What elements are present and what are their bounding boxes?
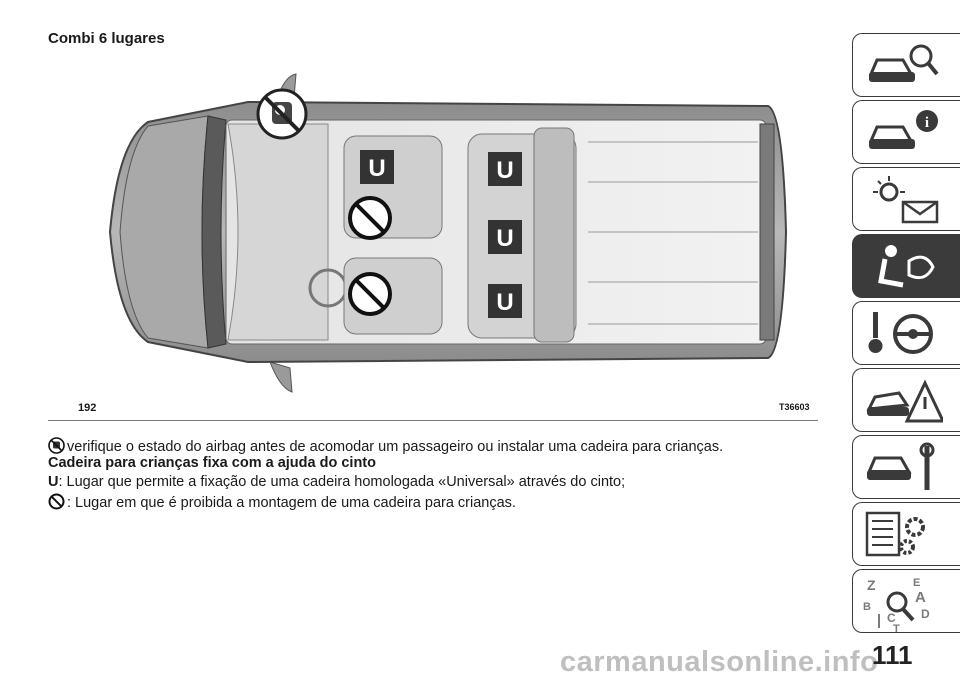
svg-text:U: U bbox=[496, 225, 514, 252]
svg-text:E: E bbox=[913, 577, 921, 589]
tab-index[interactable] bbox=[852, 569, 960, 633]
figure-number: 192 bbox=[78, 402, 97, 414]
airbag-warning-badge bbox=[258, 90, 306, 138]
car-breakdown-triangle-icon bbox=[863, 375, 943, 427]
svg-text:U: U bbox=[496, 289, 514, 316]
tab-starting-driving[interactable] bbox=[852, 301, 960, 365]
svg-text:U: U bbox=[496, 157, 514, 184]
index-search-icon bbox=[863, 576, 943, 632]
tab-maintenance[interactable] bbox=[852, 435, 960, 499]
vehicle-top-view-figure bbox=[48, 62, 818, 424]
warning-light-mail-icon bbox=[863, 174, 943, 226]
svg-text:A: A bbox=[915, 589, 926, 606]
tab-car-info[interactable] bbox=[852, 100, 960, 164]
svg-text:T: T bbox=[893, 623, 900, 632]
page-number: 111 bbox=[872, 640, 913, 670]
key-steering-wheel-icon bbox=[863, 308, 943, 360]
tab-safety[interactable] bbox=[852, 234, 960, 298]
tab-technical-data[interactable] bbox=[852, 502, 960, 566]
tab-warning-lights[interactable] bbox=[852, 167, 960, 231]
svg-text:Z: Z bbox=[867, 577, 876, 593]
airbag-warning-icon bbox=[48, 437, 65, 454]
svg-text:C: C bbox=[887, 611, 896, 625]
watermark: carmanualsonline.info bbox=[560, 646, 879, 678]
car-info-icon bbox=[863, 107, 943, 159]
airbag-note bbox=[48, 437, 723, 455]
airbag-note-text: verifique o estado do airbag antes de acomodar um passageiro ou instalar uma cadeira para crianças. bbox=[67, 439, 724, 455]
right-mirror bbox=[270, 362, 292, 392]
specs-gears-icon bbox=[863, 509, 943, 561]
u-label-rear-left bbox=[488, 152, 522, 186]
prohibited-icon bbox=[48, 493, 65, 510]
car-search-icon bbox=[863, 40, 943, 92]
legend-universal bbox=[48, 474, 625, 490]
legend-u-text: : Lugar que permite a fixação de uma cadeira homologada «Universal» através do cinto; bbox=[58, 474, 626, 490]
legend-forbidden-text: : Lugar em que é proibida a montagem de uma cadeira para crianças. bbox=[67, 495, 516, 511]
section-heading: Cadeira para crianças fixa com a ajuda do cinto bbox=[48, 455, 376, 471]
figure-divider bbox=[48, 420, 818, 421]
seat-airbag-icon bbox=[863, 241, 943, 293]
svg-text:i: i bbox=[924, 115, 930, 131]
car-wrench-icon bbox=[863, 442, 943, 494]
svg-text:D: D bbox=[921, 607, 930, 621]
tab-car-search[interactable] bbox=[852, 33, 960, 97]
prohibited-mark-front-middle bbox=[350, 198, 390, 238]
page-title: Combi 6 lugares bbox=[48, 30, 165, 47]
u-label-rear-center bbox=[488, 220, 522, 254]
legend-u-key: U bbox=[48, 474, 59, 490]
u-label-front-seat bbox=[360, 150, 394, 184]
svg-text:B: B bbox=[863, 601, 871, 613]
tab-emergency[interactable] bbox=[852, 368, 960, 432]
figure-code: T36603 bbox=[779, 402, 810, 412]
u-label-rear-right bbox=[488, 284, 522, 318]
svg-text:U: U bbox=[368, 155, 386, 182]
prohibited-mark-front-passenger bbox=[350, 274, 390, 314]
legend-forbidden bbox=[48, 493, 516, 511]
